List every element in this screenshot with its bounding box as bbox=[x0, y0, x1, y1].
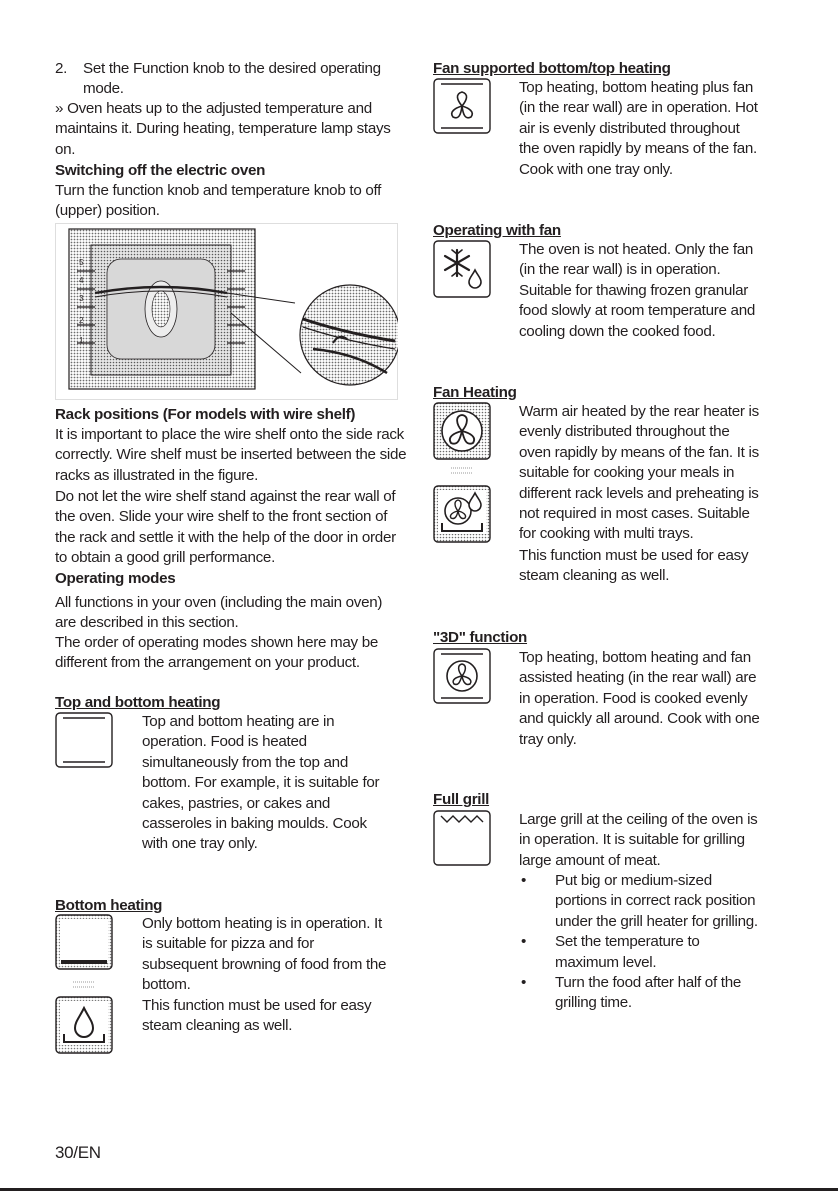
fan-steam-cleaning-icon bbox=[433, 485, 491, 543]
rack-number-3: 3 bbox=[79, 294, 84, 303]
list-item-text: Put big or medium-sized portions in correct rack position under the grill heater for grilling. bbox=[555, 872, 758, 930]
rack-number-1: 1 bbox=[79, 336, 84, 345]
defrost-fan-icon bbox=[433, 240, 491, 298]
full-grill-tips bbox=[519, 871, 765, 1014]
rack-heading: Rack positions (For models with wire shelf) bbox=[55, 406, 356, 423]
full-grill-icon bbox=[433, 810, 491, 866]
step-2 bbox=[55, 59, 405, 100]
full-grill-text: Large grill at the ceiling of the oven is in operation. It is suitable for grilling large amount of meat. bbox=[519, 811, 758, 869]
fan-heating-icon bbox=[433, 402, 491, 460]
top-bottom-heating-icon bbox=[55, 712, 113, 768]
bottom-heating-text-2: This function must be used for easy steam cleaning as well. bbox=[142, 997, 372, 1035]
fan-heating-heading: Fan Heating bbox=[433, 384, 517, 401]
3d-function-icon bbox=[433, 648, 491, 704]
rack-number-2: 2 bbox=[79, 316, 84, 325]
modes-heading: Operating modes bbox=[55, 570, 176, 587]
step-number: 2. bbox=[55, 60, 68, 77]
list-item: • Set the temperature to maximum level. bbox=[521, 933, 700, 971]
list-item: • Put big or medium-sized portions in correct rack position under the grill heater for grilling. bbox=[521, 872, 758, 930]
page-number: 30/EN bbox=[55, 1143, 101, 1162]
fan-supported-heading: Fan supported bottom/top heating bbox=[433, 60, 671, 77]
bottom-heating-icon bbox=[55, 914, 113, 970]
list-item-text: Turn the food after half of the grilling time. bbox=[555, 974, 742, 1012]
fan-supported-text: Top heating, bottom heating plus fan (in the rear wall) are in operation. Hot air is evenly distributed throughout the oven rapidly by means of the fan. Cook with one tray only. bbox=[519, 79, 758, 178]
fan-heating-text-2: This function must be used for easy steam cleaning as well. bbox=[519, 547, 749, 585]
operating-fan-heading: Operating with fan bbox=[433, 222, 561, 239]
list-item: • Turn the food after half of the grilling time. bbox=[521, 974, 742, 1012]
rack-text-2: Do not let the wire shelf stand against the rear wall of the oven. Slide your wire shelf to the front section of the rack and settle it with the help of the door in order to obtain a good grill performance. bbox=[55, 488, 396, 567]
step-text-line1: Set the Function knob to the desired operating bbox=[83, 60, 381, 77]
bottom-heating-text-1: Only bottom heating is in operation. It is suitable for pizza and for subsequent browning of food from the bottom. bbox=[142, 915, 387, 994]
modes-text-2: The order of operating modes shown here may be different from the arrangement on your product. bbox=[55, 634, 379, 672]
step-text bbox=[55, 59, 405, 100]
full-grill-heading: Full grill bbox=[433, 791, 490, 808]
3d-function-text: Top heating, bottom heating and fan assisted heating (in the rear wall) are in operation. Food is cooked evenly and quickly all around. Cook with one tray only. bbox=[519, 649, 760, 748]
modes-text-1: All functions in your oven (including the main oven) are described in this section. bbox=[55, 594, 383, 632]
list-item-text: Set the temperature to maximum level. bbox=[555, 933, 700, 971]
rack-number-4: 4 bbox=[79, 276, 84, 285]
rack-illustration bbox=[55, 223, 398, 400]
steam-cleaning-icon bbox=[55, 996, 113, 1054]
operating-fan-text: The oven is not heated. Only the fan (in the rear wall) is in operation. Suitable for thawing frozen granular food slowly at room temperature and cooling down the cooked food. bbox=[519, 241, 756, 340]
rack-number-5: 5 bbox=[79, 258, 84, 267]
divider-mark bbox=[451, 467, 473, 475]
top-bottom-heading: Top and bottom heating bbox=[55, 694, 221, 711]
fan-heating-text-1: Warm air heated by the rear heater is evenly distributed throughout the oven rapidly by means of the fan. It is suitable for cooking your meals in different rack levels and preheating is not required in most cases. Suitable for cooking with multi trays. bbox=[519, 403, 759, 543]
step-text-line2: mode. bbox=[83, 80, 124, 98]
switch-off-text: Turn the function knob and temperature knob to off (upper) position. bbox=[55, 182, 382, 220]
bottom-heating-heading: Bottom heating bbox=[55, 897, 163, 914]
divider-mark bbox=[73, 981, 95, 989]
top-bottom-text: Top and bottom heating are in operation. Food is heated simultaneously from the top and bottom. For example, it is suitable for cakes, pastries, or cakes and casseroles in baking moulds. Cook with one tray only. bbox=[142, 713, 380, 853]
result-text: » Oven heats up to the adjusted temperature and maintains it. During heating, temperature lamp stays on. bbox=[55, 100, 391, 158]
switch-off-heading: Switching off the electric oven bbox=[55, 162, 266, 179]
3d-function-heading: "3D" function bbox=[433, 629, 528, 646]
rack-text-1: It is important to place the wire shelf onto the side rack correctly. Wire shelf must be inserted between the side racks as illustrated in the figure. bbox=[55, 426, 407, 484]
fan-supported-heating-icon bbox=[433, 78, 491, 134]
